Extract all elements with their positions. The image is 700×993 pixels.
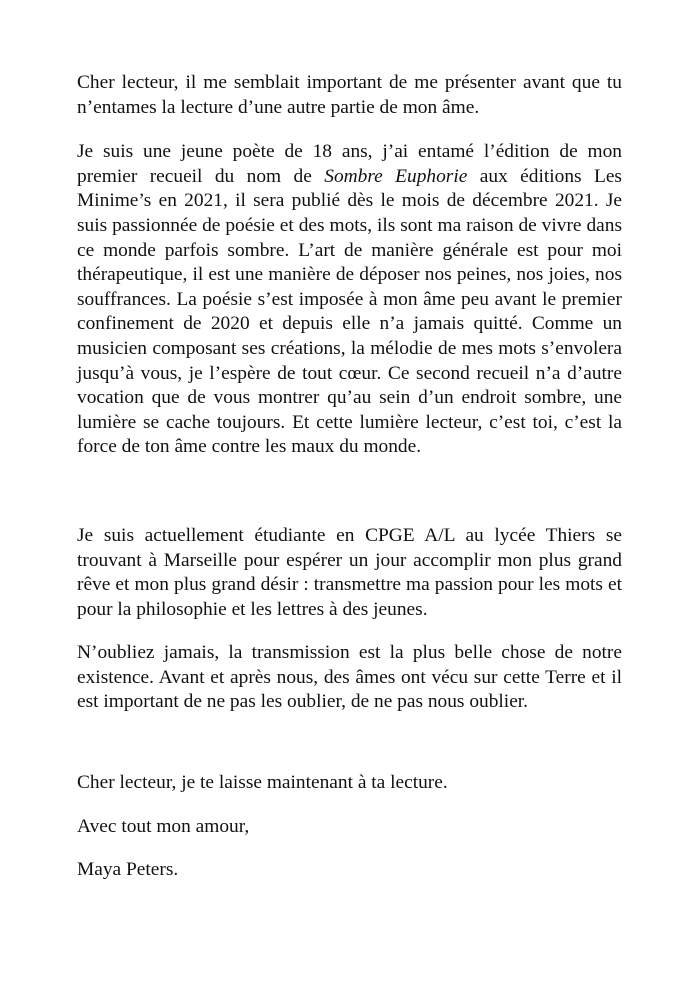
signature: Maya Peters. xyxy=(77,859,179,881)
farewell-line: Cher lecteur, je te laisse maintenant à ta lecture. xyxy=(77,772,448,794)
letter-page xyxy=(77,71,622,883)
transmission-paragraph: N’oubliez jamais, la transmission est la plus belle chose de notre existence. Avant et après nous, des âmes ont vécu sur cette Terre et il est important de ne pas les oublier, de ne pas nous oublier. xyxy=(77,642,622,713)
bio-text-end: aux éditions Les Minime’s en 2021, il sera publié dès le mois de décembre 2021. Je suis passionnée de poésie et des mots, ils sont ma raison de vivre dans ce monde parfois sombre. L’art de manière générale est pour moi thérapeutique, il est une manière de déposer nos peines, nos joies, nos souffrances. La poésie s’est imposée à mon âme peu avant le premier confinement de 2020 et depuis elle n’a jamais quitté. Comme un musicien composant ses créations, la mélodie de mes mots s’envolera jusqu’à vous, je l’espère de tout cœur. Ce second recueil n’a d’autre vocation que de vous montrer qu’au sein d’un endroit sombre, une lumière se cache toujours. Et cette lumière lecteur, c’est toi, c’est la force de ton âme contre les maux du monde. xyxy=(77,165,622,458)
bio-paragraph xyxy=(77,140,622,460)
bio-text-start: Je suis une jeune poète de 18 ans, j’ai entamé l’édition de mon premier recueil du nom de xyxy=(77,141,622,187)
closing-line: Avec tout mon amour, xyxy=(77,815,250,837)
book-title: Sombre Euphorie xyxy=(324,165,468,187)
studies-paragraph: Je suis actuellement étudiante en CPGE A/L au lycée Thiers se trouvant à Marseille pour espérer un jour accomplir mon plus grand rêve et mon plus grand désir : transmettre ma passion pour les mots et pour la philosophie et les lettres à des jeunes. xyxy=(77,524,622,620)
intro-paragraph: Cher lecteur, il me semblait important de me présenter avant que tu n’entames la lecture d’une autre partie de mon âme. xyxy=(77,72,622,118)
